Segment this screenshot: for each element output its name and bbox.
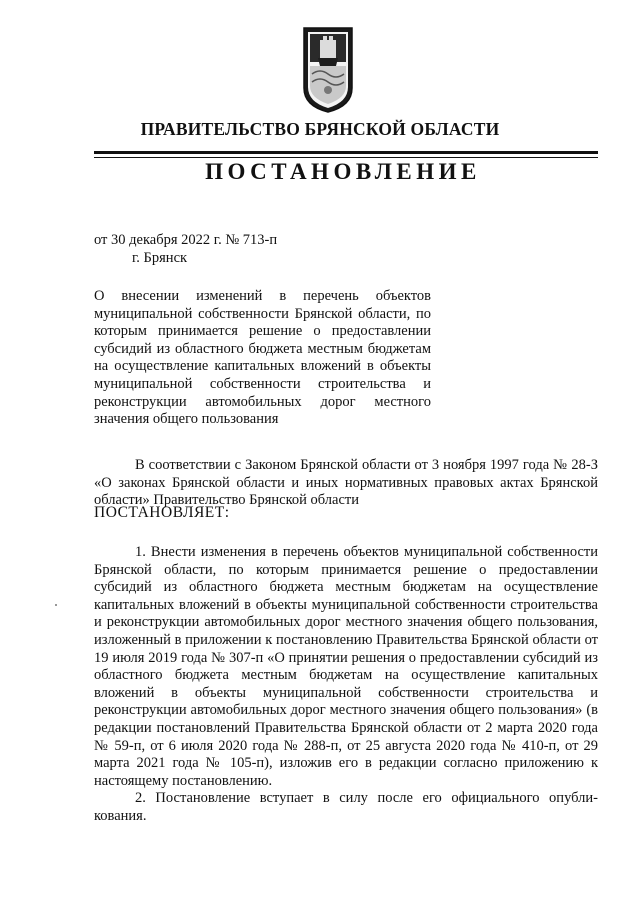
date-number: от 30 декабря 2022 г. № 713-п xyxy=(94,232,278,248)
coat-of-arms-bryansk-icon xyxy=(302,26,354,114)
header-rule-thick xyxy=(94,151,598,154)
organization-title: ПРАВИТЕЛЬСТВО БРЯНСКОЙ ОБЛАСТИ xyxy=(140,119,500,139)
preamble-paragraph: В соответствии с Законом Брянской области от 3 ноября 1997 года № 28-З «О законах Брянской области и иных нормативных правовых актах Брянской области» Правительство Брянской области xyxy=(94,457,598,509)
resolution-body xyxy=(94,544,598,826)
scan-speck xyxy=(55,604,57,606)
subject-block: О внесении изменений в перечень объектов муниципальной собственности Брянской области, по которым принимается решение о предоставлении субсидий из областного бюджета местным бюджетам на осуществление капитальных вложений в объекты муниципальной собственности строительства и реконструкции автомобильных дорог местного значения общего пользования xyxy=(94,288,431,428)
resolution-paragraph-2: 2. Постановление вступает в силу после его официального опубликования. xyxy=(94,790,598,824)
document-type-title: ПОСТАНОВЛЕНИЕ xyxy=(205,159,481,184)
decrees-word: ПОСТАНОВЛЯЕТ: xyxy=(94,504,230,521)
header-rule-thin xyxy=(94,157,598,158)
city: г. Брянск xyxy=(132,250,188,266)
resolution-paragraph-1: 1. Внести изменения в перечень объектов муниципальной собственности Брянской области, по которым принимается решение о предоставлении субсидий из областного бюджета местным бюджетам на осуществление капитальных вложений в объекты муниципальной собственности строительства и реконструкции автомобильных дорог местного значения общего пользования, изложенный в приложении к постановлению Правительства Брянской области от 19 июля 2019 года № 307-п «О принятии решения о предоставлении субсидий из областного бюджета местным бюджетам на осуществление капитальных вложений в объекты муниципальной собственности строительства и реконструкции автомобильных дорог местного значения общего пользования» (в редакции постановлений Правительства Брянской области от 2 марта 2020 года № 59-п, от 6 июля 2020 года № 288-п, от 25 августа 2020 года № 410-п, от 29 марта 2021 года № 105-п), изложив его в редакции согласно приложению к настоящему постановлению. xyxy=(94,544,598,789)
